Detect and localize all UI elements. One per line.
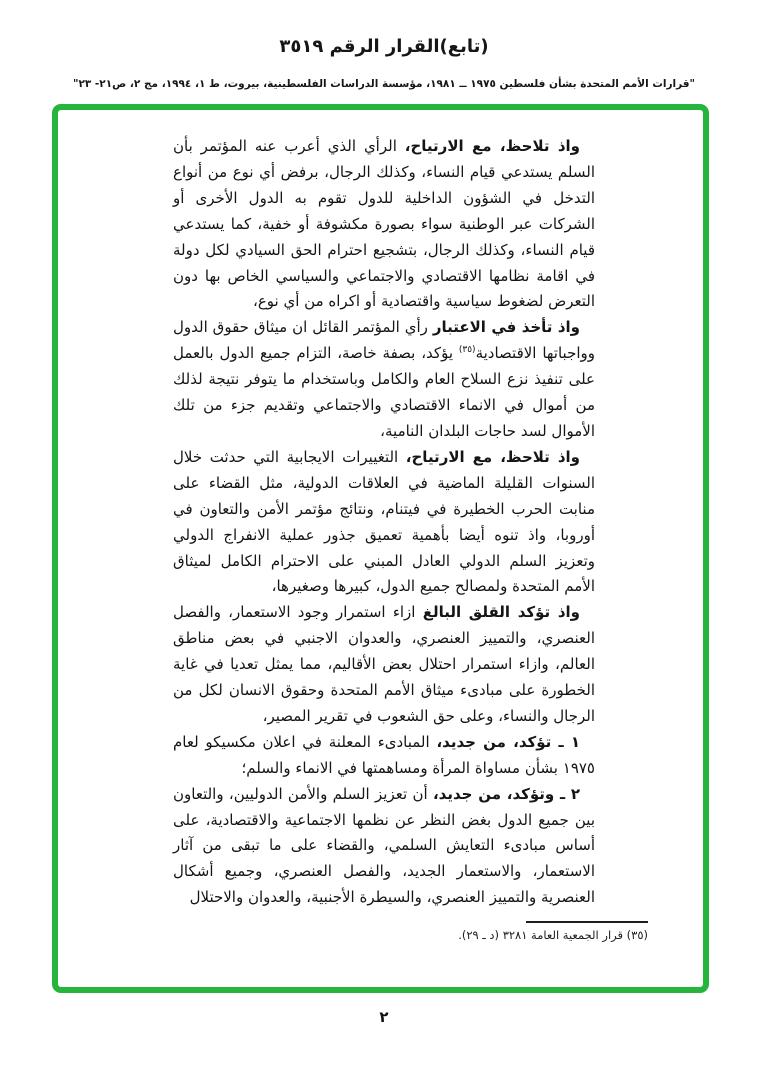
footnote-separator-rule — [526, 921, 648, 923]
paragraph: واذ تلاحظ، مع الارتياح، الرأي الذي أعرب عنه المؤتمر بأن السلم يستدعي قيام النساء، وكذلك الرجال، برفض أي نوع من أنواع التدخل في الشؤون الداخلية للدول تقوم به الدول الأخرى أو الشركات عبر الوطنية سواء بصورة مكشوفة أو خفية، كما يستدعي قيام النساء، وكذلك الرجال، بتشجيع احترام الحق السيادي لكل دولة في اقامة نظامها الاقتصادي والاجتماعي والسياسي الخاص بها دون التعرض لضغوط سياسية واقتصادية أو اكراه من أي نوع، — [173, 137, 595, 311]
body-text — [173, 134, 595, 911]
paragraph: واذ تؤكد القلق البالغ ازاء استمرار وجود الاستعمار، والفصل العنصري، والتمييز العنصري، والعدوان الاجنبي في بعض مناطق العالم، وازاء استمرار احتلال بعض الأقاليم، مما يمثل تعديا في غاية الخطورة على مبادىء ميثاق الأمم المتحدة وحقوق الانسان لكل من الرجال والنساء، وعلى حق الشعوب في تقرير المصير، — [173, 603, 595, 725]
paragraph: ١ ـ تؤكد، من جديد، المبادىء المعلنة في اعلان مكسيكو لعام ١٩٧٥ بشأن مساواة المرأة ومساهمتها في الانماء والسلم؛ — [173, 732, 595, 777]
page-title: (تابع)القرار الرقم ٣٥١٩ — [279, 36, 489, 57]
paragraph: واذ تأخذ في الاعتبار رأي المؤتمر القائل ان ميثاق حقوق الدول وواجباتها الاقتصادية$^{(٣٥)}$ يؤكد، بصفة خاصة، التزام جميع الدول بالعمل على تنفيذ نزع السلاح العام والكامل وباستخدام ما يتوفر نتيجة لذلك من أموال في الانماء الاقتصادي والاجتماعي وتقديم جزء من تلك الأموال لسد حاجات البلدان النامية، — [173, 318, 595, 440]
source-citation-line: "قرارات الأمم المتحدة بشأن فلسطين ١٩٧٥ ــ ١٩٨١، مؤسسة الدراسات الفلسطينية، بيروت، ط ١، ١٩٩٤، مج ٢، ص٢١- ٢٣" — [72, 78, 696, 90]
page-number: ٢ — [379, 1008, 389, 1026]
footnote: (٣٥) قرار الجمعية العامة ٣٢٨١ (د ـ ٢٩). — [458, 928, 648, 942]
paragraph: واذ تلاحظ، مع الارتياح، التغييرات الايجابية التي حدثت خلال السنوات القليلة الماضية في العلاقات الدولية، مثل القضاء على منابت الحرب الخطيرة في فيتنام، ونتائج مؤتمر الأمن والتعاون في أوروبا، واذ تنوه أيضا بأهمية تعميق جذور عملية الانفراج الدولي وتعزيز السلم الدولي العادل المبني على الاحترام الكامل لميثاق الأمم المتحدة ولمصالح جميع الدول، كبيرها وصغيرها، — [173, 447, 595, 596]
paragraph: ٢ ـ وتؤكد، من جديد، أن تعزيز السلم والأمن الدوليين، والتعاون بين جميع الدول بغض النظر عن نظمها الاجتماعية والاقتصادية، على أساس مبادىء التعايش السلمي، والقضاء على ما تبقى من آثار الاستعمار، والاستعمار الجديد، والفصل العنصري، وجميع أشكال العنصرية والتمييز العنصري، والسيطرة الأجنبية، والعدوان والاحتلال — [173, 784, 595, 907]
